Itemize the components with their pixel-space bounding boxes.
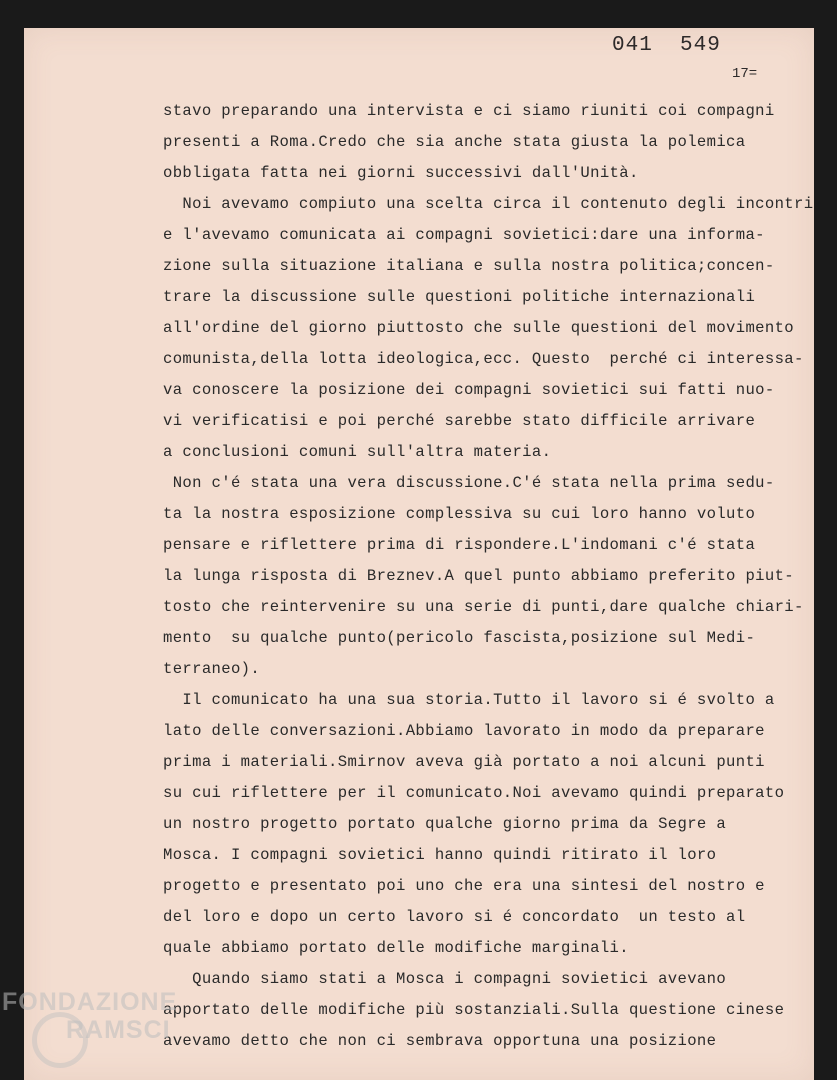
text-line: presenti a Roma.Credo che sia anche stata giusta la polemica	[163, 133, 746, 151]
text-line: mento su qualche punto(pericolo fascista,posizione sul Medi-	[163, 629, 756, 647]
text-line: del loro e dopo un certo lavoro si é concordato un testo al	[163, 908, 746, 926]
typewritten-page	[24, 28, 814, 1080]
text-line: tosto che reintervenire su una serie di punti,dare qualche chiari-	[163, 598, 804, 616]
text-line: quale abbiamo portato delle modifiche marginali.	[163, 939, 629, 957]
text-line: trare la discussione sulle questioni politiche internazionali	[163, 288, 756, 306]
text-line: vi verificatisi e poi perché sarebbe stato difficile arrivare	[163, 412, 756, 430]
text-line: Quando siamo stati a Mosca i compagni sovietici avevano	[163, 970, 727, 988]
text-line: terraneo).	[163, 660, 261, 678]
text-line: pensare e riflettere prima di rispondere.L'indomani c'é stata	[163, 536, 756, 554]
text-line: comunista,della lotta ideologica,ecc. Questo perché ci interessa-	[163, 350, 804, 368]
text-line: progetto e presentato poi uno che era una sintesi del nostro e	[163, 877, 765, 895]
watermark-line-1: FONDAZIONE	[2, 988, 178, 1016]
text-line: stavo preparando una intervista e ci siamo riuniti coi compagni	[163, 102, 775, 120]
text-line: obbligata fatta nei giorni successivi dall'Unità.	[163, 164, 639, 182]
text-line: a conclusioni comuni sull'altra materia.	[163, 443, 552, 461]
text-line: va conoscere la posizione dei compagni sovietici sui fatti nuo-	[163, 381, 775, 399]
text-line: Non c'é stata una vera discussione.C'é stata nella prima sedu-	[163, 474, 775, 492]
text-line: un nostro progetto portato qualche giorno prima da Segre a	[163, 815, 727, 833]
text-line: su cui riflettere per il comunicato.Noi avevamo quindi preparato	[163, 784, 785, 802]
text-line: zione sulla situazione italiana e sulla nostra politica;concen-	[163, 257, 775, 275]
typed-body-text	[163, 96, 814, 1057]
text-line: ta la nostra esposizione complessiva su cui loro hanno voluto	[163, 505, 756, 523]
fondazione-gramsci-watermark	[2, 988, 177, 1044]
watermark-line-2: RAMSCI	[66, 1016, 171, 1044]
watermark-logo-icon	[32, 1012, 88, 1068]
text-line: apportato delle modifiche più sostanziali.Sulla questione cinese	[163, 1001, 785, 1019]
page-number: 17=	[732, 66, 758, 82]
archive-number: 041 549	[612, 34, 721, 57]
text-line: prima i materiali.Smirnov aveva già portato a noi alcuni punti	[163, 753, 765, 771]
text-line: all'ordine del giorno piuttosto che sulle questioni del movimento	[163, 319, 795, 337]
text-line: Il comunicato ha una sua storia.Tutto il lavoro si é svolto a	[163, 691, 775, 709]
text-line: Mosca. I compagni sovietici hanno quindi ritirato il loro	[163, 846, 717, 864]
text-line: Noi avevamo compiuto una scelta circa il contenuto degli incontri	[163, 195, 814, 213]
text-line: avevamo detto che non ci sembrava opportuna una posizione	[163, 1032, 717, 1050]
text-line: e l'avevamo comunicata ai compagni sovietici:dare una informa-	[163, 226, 765, 244]
text-line: la lunga risposta di Breznev.A quel punto abbiamo preferito piut-	[163, 567, 795, 585]
text-line: lato delle conversazioni.Abbiamo lavorato in modo da preparare	[163, 722, 765, 740]
